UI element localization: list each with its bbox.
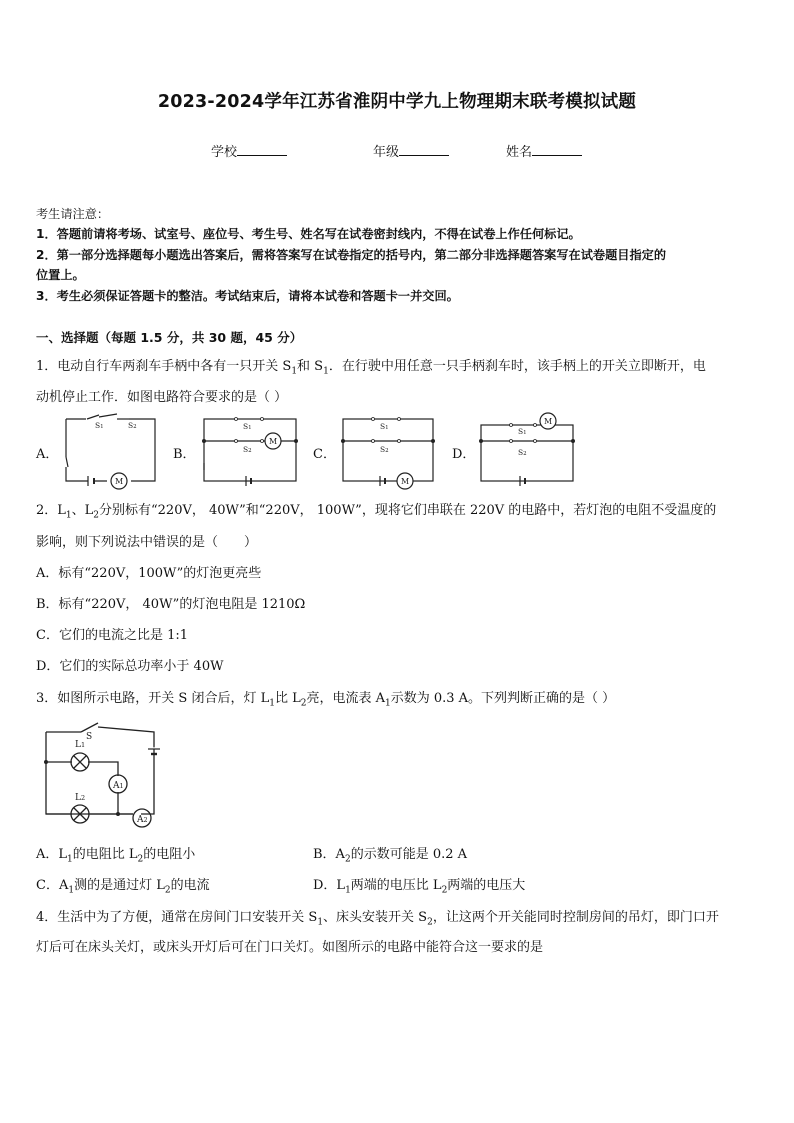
q1-line1: 1．电动自行车两刹车手柄中各有一只开关 $S_1$和 $S_1$．在行驶中用任意一只手柄刹车时，该手柄上的开关立即断开，电 (36, 359, 706, 377)
q1-line2: 动机停止工作．如图电路符合要求的是（ ） (36, 390, 288, 405)
q4-line2: 灯后可在床头关灯，或床头开灯后可在门口关灯。如图所示的电路中能符合这一要求的是 (36, 940, 544, 955)
q2-option-c[interactable]: C．它们的电流之比是 1:1 (36, 628, 189, 643)
q3-option-a[interactable]: A．$L_1$的电阻比 $L_2$的电阻小 (36, 847, 196, 865)
q1-option-c[interactable]: C． (313, 447, 336, 462)
notice-heading: 考生请注意： (36, 207, 110, 221)
svg-text:S2: S2 (128, 421, 137, 430)
q1-option-a[interactable]: A． (36, 447, 59, 462)
school-field[interactable]: 学校 (211, 141, 287, 160)
svg-text:M: M (269, 437, 278, 446)
notice-item-1: 1．答题前请将考场、试室号、座位号、考生号、姓名写在试卷密封线内，不得在试卷上作任何标记。 (36, 227, 581, 241)
q2-option-a[interactable]: A．标有“220V，100W”的灯泡更亮些 (36, 566, 262, 581)
name-field[interactable]: 姓名 (506, 141, 582, 160)
q3-option-c[interactable]: C．$A_1$测的是通过灯 $L_2$的电流 (36, 878, 210, 896)
circuit-a (66, 414, 155, 489)
svg-text:S2: S2 (380, 445, 389, 454)
svg-text:S1: S1 (380, 422, 389, 431)
grade-field[interactable]: 年级 (373, 141, 449, 160)
svg-text:M: M (115, 477, 124, 486)
q2-line1: 2．$L_1$、$L_2$分别标有“220V， 40W”和“220V， 100W”，现将它们串联在 220V 的电路中，若灯泡的电阻不受温度的 (36, 503, 717, 521)
q2-option-d[interactable]: D．它们的实际总功率小于 40W (36, 659, 224, 674)
q3-option-d[interactable]: D．$L_1$两端的电压比 $L_2$两端的电压大 (313, 878, 526, 896)
q3-option-b[interactable]: B．$A_2$的示数可能是 0.2 A (313, 847, 468, 865)
svg-text:M: M (544, 417, 553, 426)
svg-text:S2: S2 (518, 448, 527, 457)
svg-text:S2: S2 (243, 445, 252, 454)
svg-text:L2: L2 (75, 793, 86, 803)
notice-item-2-cont: 位置上。 (36, 268, 85, 282)
q2-line2: 影响，则下列说法中错误的是（ ） (36, 535, 258, 550)
q3-line1: 3．如图所示电路，开关 S 闭合后，灯 $L_1$比 $L_2$亮，电流表 $A_1$示数为 0.3 A。下列判断正确的是（ ） (36, 691, 616, 709)
q3-circuit-diagram (36, 714, 176, 834)
notice-item-3: 3．考生必须保证答题卡的整洁。考试结束后，请将本试卷和答题卡一并交回。 (36, 289, 459, 303)
svg-text:A1: A1 (113, 781, 124, 791)
notice-item-2: 2．第一部分选择题每小题选出答案后，需将答案写在试卷指定的括号内，第二部分非选择题答案写在试卷题目指定的 (36, 248, 667, 262)
q1-option-b[interactable]: B． (173, 447, 196, 462)
svg-text:A2: A2 (137, 815, 148, 825)
q1-option-d[interactable]: D． (452, 447, 476, 462)
svg-text:S1: S1 (243, 422, 252, 431)
svg-text:S: S (86, 732, 93, 742)
section-heading: 一、选择题（每题 1.5 分，共 30 题，45 分） (36, 330, 303, 345)
svg-text:M: M (401, 477, 410, 486)
q4-line1: 4．生活中为了方便，通常在房间门口安装开关 $S_1$、床头安装开关 $S_2$，让这两个开关能同时控制房间的吊灯，即门口开 (36, 910, 719, 928)
svg-text:S1: S1 (518, 427, 527, 436)
page-title: 2023-2024学年江苏省淮阴中学九上物理期末联考模拟试题 (157, 92, 637, 112)
svg-text:S1: S1 (95, 421, 104, 430)
q1-circuit-diagrams (0, 405, 794, 490)
svg-text:L1: L1 (75, 740, 86, 750)
q2-option-b[interactable]: B．标有“220V， 40W”的灯泡电阻是 1210Ω (36, 597, 306, 612)
circuit-d (481, 413, 573, 486)
